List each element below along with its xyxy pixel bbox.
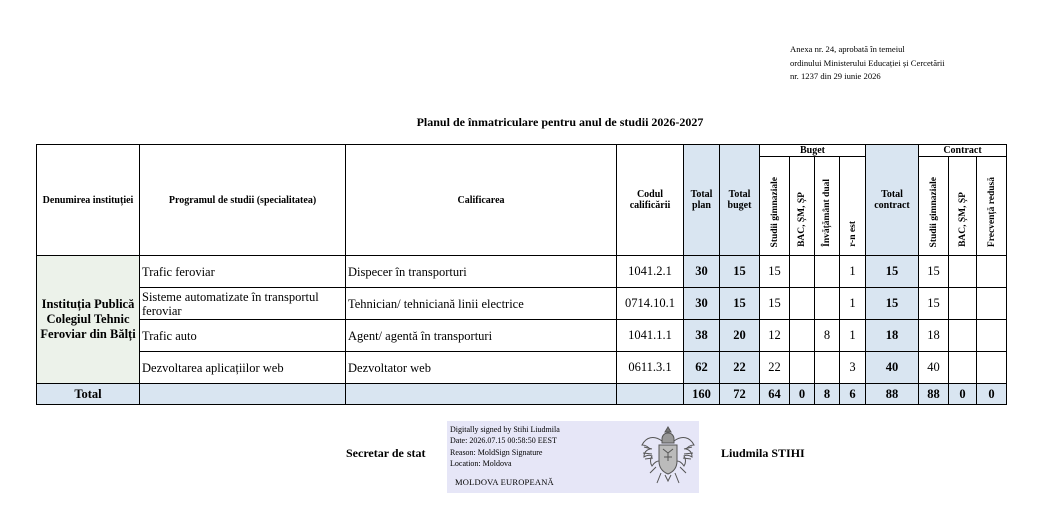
total-contract-cell: 40 bbox=[866, 352, 919, 384]
total-budget-gimn: 64 bbox=[760, 384, 790, 405]
program-cell: Trafic auto bbox=[140, 320, 346, 352]
annex-line-3: nr. 1237 din 29 iunie 2026 bbox=[790, 71, 881, 81]
contract-frecv-cell bbox=[977, 288, 1007, 320]
annex-note bbox=[790, 43, 945, 84]
code-cell: 1041.2.1 bbox=[617, 256, 684, 288]
budget-est-cell: 1 bbox=[840, 256, 866, 288]
header-budget-group: Buget bbox=[760, 145, 866, 157]
annex-line-1: Anexa nr. 24, aprobată în temeiul bbox=[790, 44, 905, 54]
program-cell: Sisteme automatizate în transportul feroviar bbox=[140, 288, 346, 320]
header-budget-dual: Învățământ dual bbox=[815, 157, 840, 256]
signature-date: Date: 2026.07.15 00:58:50 EEST bbox=[450, 436, 557, 446]
total-budget-cell: 20 bbox=[720, 320, 760, 352]
total-contract-gimn: 88 bbox=[919, 384, 949, 405]
header-budget-gimn: Studii gimnaziale bbox=[760, 157, 790, 256]
total-contract-cell: 15 bbox=[866, 288, 919, 320]
annex-line-2: ordinului Ministerului Educației și Cercetării bbox=[790, 57, 945, 68]
budget-est-cell: 3 bbox=[840, 352, 866, 384]
header-budget-est: r-n est bbox=[840, 157, 866, 256]
budget-gimn-cell: 15 bbox=[760, 256, 790, 288]
contract-gimn-cell: 15 bbox=[919, 288, 949, 320]
contract-frecv-cell bbox=[977, 320, 1007, 352]
header-contract-bac: BAC, ȘM, ȘP bbox=[949, 157, 977, 256]
budget-gimn-cell: 22 bbox=[760, 352, 790, 384]
document-title: Planul de înmatriculare pentru anul de studii 2026-2027 bbox=[416, 115, 704, 129]
total-empty-code bbox=[617, 384, 684, 405]
total-plan-cell: 38 bbox=[684, 320, 720, 352]
moldova-coat-of-arms-icon bbox=[639, 423, 697, 489]
signature-location: Location: Moldova bbox=[450, 458, 512, 468]
signature-signed-by: Digitally signed by Stihi Liudmila bbox=[450, 425, 560, 434]
signer-name: Liudmila STIHI bbox=[721, 446, 805, 460]
header-budget-bac: BAC, ȘM, ȘP bbox=[790, 157, 815, 256]
total-budget-sum: 72 bbox=[720, 384, 760, 405]
total-budget-bac: 0 bbox=[790, 384, 815, 405]
program-cell: Trafic feroviar bbox=[140, 256, 346, 288]
total-empty-qualification bbox=[346, 384, 617, 405]
table-row bbox=[37, 320, 1007, 352]
secretary-label: Secretar de stat bbox=[346, 446, 426, 460]
contract-gimn-cell: 15 bbox=[919, 256, 949, 288]
header-institution: Denumirea instituției bbox=[37, 145, 140, 256]
qualification-cell: Dezvoltator web bbox=[346, 352, 617, 384]
table-row bbox=[37, 256, 1007, 288]
contract-frecv-cell bbox=[977, 256, 1007, 288]
budget-bac-cell bbox=[790, 320, 815, 352]
budget-bac-cell bbox=[790, 256, 815, 288]
total-contract-sum: 88 bbox=[866, 384, 919, 405]
header-total-contract: Total contract bbox=[866, 145, 919, 256]
header-total-budget: Total buget bbox=[720, 145, 760, 256]
contract-gimn-cell: 18 bbox=[919, 320, 949, 352]
code-cell: 0611.3.1 bbox=[617, 352, 684, 384]
budget-dual-cell bbox=[815, 288, 840, 320]
contract-bac-cell bbox=[949, 288, 977, 320]
signature-reason: Reason: MoldSign Signature bbox=[450, 447, 543, 457]
table-row bbox=[37, 352, 1007, 384]
total-budget-cell: 22 bbox=[720, 352, 760, 384]
header-program: Programul de studii (specialitatea) bbox=[140, 145, 346, 256]
signature-brand: MOLDOVA EUROPEANĂ bbox=[455, 477, 554, 487]
header-contract-gimn: Studii gimnaziale bbox=[919, 157, 949, 256]
budget-dual-cell bbox=[815, 256, 840, 288]
budget-dual-cell: 8 bbox=[815, 320, 840, 352]
institution-name: Instituția Publică Colegiul Tehnic Feroviar din Bălți bbox=[37, 256, 140, 384]
qualification-cell: Dispecer în transporturi bbox=[346, 256, 617, 288]
total-plan-cell: 30 bbox=[684, 256, 720, 288]
total-budget-cell: 15 bbox=[720, 288, 760, 320]
header-contract-frecv: Frecvență redusă bbox=[977, 157, 1007, 256]
header-contract-group: Contract bbox=[919, 145, 1007, 157]
total-empty-program bbox=[140, 384, 346, 405]
program-cell: Dezvoltarea aplicațiilor web bbox=[140, 352, 346, 384]
total-budget-cell: 15 bbox=[720, 256, 760, 288]
total-contract-frecv: 0 bbox=[977, 384, 1007, 405]
total-label: Total bbox=[37, 384, 140, 405]
total-plan-sum: 160 bbox=[684, 384, 720, 405]
budget-est-cell: 1 bbox=[840, 320, 866, 352]
contract-bac-cell bbox=[949, 256, 977, 288]
header-qualification: Calificarea bbox=[346, 145, 617, 256]
budget-bac-cell bbox=[790, 352, 815, 384]
budget-gimn-cell: 12 bbox=[760, 320, 790, 352]
total-budget-est: 6 bbox=[840, 384, 866, 405]
total-row bbox=[37, 384, 1007, 405]
contract-gimn-cell: 40 bbox=[919, 352, 949, 384]
contract-bac-cell bbox=[949, 320, 977, 352]
budget-est-cell: 1 bbox=[840, 288, 866, 320]
qualification-cell: Tehnician/ tehniciană linii electrice bbox=[346, 288, 617, 320]
total-contract-bac: 0 bbox=[949, 384, 977, 405]
budget-dual-cell bbox=[815, 352, 840, 384]
code-cell: 0714.10.1 bbox=[617, 288, 684, 320]
budget-bac-cell bbox=[790, 288, 815, 320]
enrollment-plan-table bbox=[36, 144, 1007, 405]
header-total-plan: Total plan bbox=[684, 145, 720, 256]
total-contract-cell: 15 bbox=[866, 256, 919, 288]
total-budget-dual: 8 bbox=[815, 384, 840, 405]
total-plan-cell: 62 bbox=[684, 352, 720, 384]
total-plan-cell: 30 bbox=[684, 288, 720, 320]
qualification-cell: Agent/ agentă în transporturi bbox=[346, 320, 617, 352]
header-code: Codul calificării bbox=[617, 145, 684, 256]
contract-frecv-cell bbox=[977, 352, 1007, 384]
total-contract-cell: 18 bbox=[866, 320, 919, 352]
budget-gimn-cell: 15 bbox=[760, 288, 790, 320]
code-cell: 1041.1.1 bbox=[617, 320, 684, 352]
digital-signature-stamp bbox=[447, 421, 699, 493]
contract-bac-cell bbox=[949, 352, 977, 384]
table-row bbox=[37, 288, 1007, 320]
